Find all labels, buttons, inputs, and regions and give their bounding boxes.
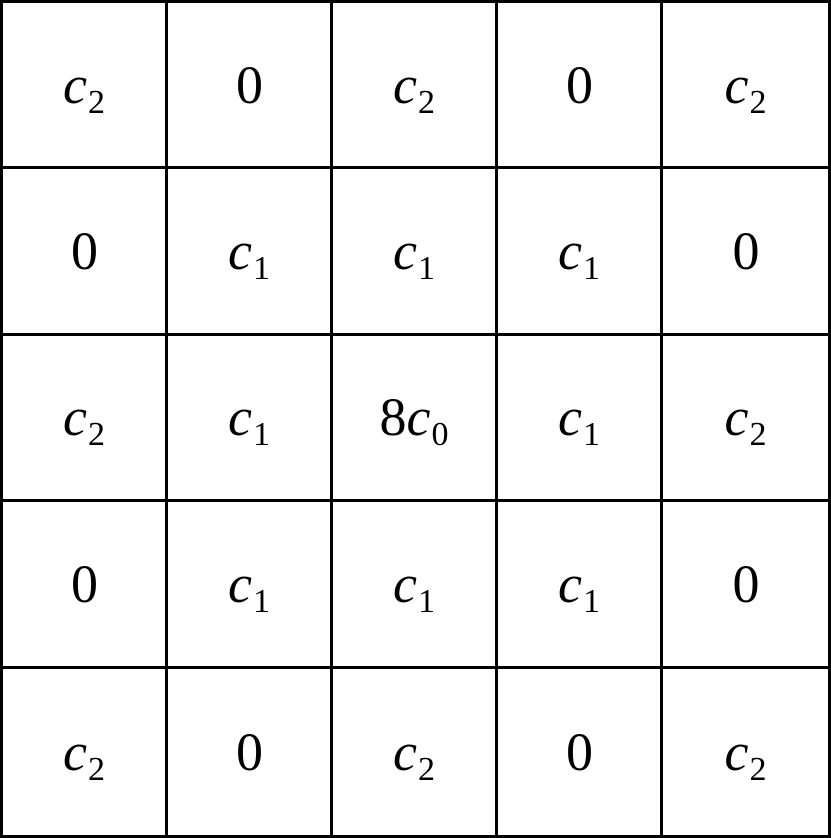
- cell-value: 0: [236, 721, 263, 782]
- grid-cell-r0-c3: [498, 3, 663, 169]
- cell-variable: c: [393, 553, 417, 614]
- grid-cell-r0-c1: [168, 3, 333, 169]
- grid-cell-r1-c4: [663, 169, 828, 335]
- grid-cell-r2-c3: [498, 336, 663, 502]
- cell-subscript: 1: [252, 250, 270, 288]
- grid-cell-r1-c1: [168, 169, 333, 335]
- cell-value: 0: [732, 221, 760, 282]
- grid-cell-r4-c1: [168, 669, 333, 835]
- cell-subscript: 1: [252, 582, 270, 620]
- cell-variable: c: [558, 387, 582, 448]
- cell-expression: [724, 387, 767, 454]
- cell-value: 0: [71, 553, 98, 614]
- grid-cell-r4-c4: [663, 669, 828, 835]
- cell-subscript: 2: [417, 83, 435, 121]
- cell-subscript: 0: [431, 416, 449, 454]
- cell-expression: [228, 387, 270, 454]
- cell-variable: c: [393, 721, 417, 782]
- cell-subscript: 2: [749, 83, 767, 121]
- cell-expression: [732, 553, 760, 614]
- grid-cell-r4-c0: [3, 669, 168, 835]
- grid-cell-r0-c2: [333, 3, 498, 169]
- grid-cell-r4-c3: [498, 669, 663, 835]
- cell-expression: [558, 221, 600, 288]
- cell-coefficient: 8: [379, 387, 407, 448]
- grid-cell-r3-c0: [3, 502, 168, 668]
- cell-subscript: 1: [582, 250, 600, 288]
- cell-variable: c: [63, 54, 87, 115]
- cell-expression: [565, 54, 593, 115]
- cell-value: 0: [732, 553, 760, 614]
- grid-cell-r0-c0: [3, 3, 168, 169]
- cell-expression: [228, 553, 270, 620]
- cell-variable: c: [63, 387, 87, 448]
- cell-value: 0: [566, 721, 593, 782]
- cell-expression: [70, 553, 98, 614]
- cell-variable: c: [558, 553, 582, 614]
- cell-expression: [63, 721, 105, 788]
- cell-subscript: 2: [87, 750, 105, 788]
- cell-expression: [393, 553, 435, 620]
- cell-variable: c: [724, 387, 749, 448]
- cell-value: 0: [566, 54, 593, 115]
- cell-subscript: 1: [252, 416, 270, 454]
- grid-cell-r3-c2: [333, 502, 498, 668]
- cell-variable: c: [63, 721, 87, 782]
- cell-expression: [228, 221, 270, 288]
- cell-expression: [393, 54, 435, 121]
- grid-cell-r1-c0: [3, 169, 168, 335]
- cell-expression: [235, 54, 263, 115]
- cell-subscript: 2: [417, 750, 435, 788]
- grid-cell-r3-c3: [498, 502, 663, 668]
- cell-subscript: 1: [417, 250, 435, 288]
- cell-expression: [235, 721, 263, 782]
- cell-expression: [732, 221, 760, 282]
- cell-subscript: 2: [749, 416, 767, 454]
- cell-expression: [724, 54, 767, 121]
- cell-variable: c: [228, 553, 252, 614]
- cell-subscript: 2: [749, 750, 767, 788]
- grid-cell-r4-c2: [333, 669, 498, 835]
- cell-value: 0: [71, 221, 98, 282]
- cell-variable: c: [724, 54, 749, 115]
- cell-variable: c: [393, 54, 417, 115]
- cell-expression: [724, 721, 767, 788]
- cell-expression: [70, 221, 98, 282]
- cell-expression: [63, 387, 105, 454]
- cell-variable: c: [724, 721, 749, 782]
- cell-variable: c: [406, 387, 431, 448]
- cell-value: 0: [236, 54, 263, 115]
- cell-variable: c: [393, 221, 417, 282]
- cell-subscript: 1: [417, 582, 435, 620]
- cell-expression: [558, 553, 600, 620]
- grid-cell-r2-c4: [663, 336, 828, 502]
- cell-expression: [558, 387, 600, 454]
- cell-subscript: 1: [582, 416, 600, 454]
- grid-cell-r2-c1: [168, 336, 333, 502]
- cell-expression: [63, 54, 105, 121]
- cell-variable: c: [228, 221, 252, 282]
- grid-cell-r3-c1: [168, 502, 333, 668]
- grid-cell-r0-c4: [663, 3, 828, 169]
- cell-subscript: 2: [87, 83, 105, 121]
- cell-expression: [379, 387, 449, 454]
- cell-expression: [393, 221, 435, 288]
- grid-cell-r2-c0: [3, 336, 168, 502]
- cell-expression: [565, 721, 593, 782]
- grid-cell-r3-c4: [663, 502, 828, 668]
- cell-variable: c: [228, 387, 252, 448]
- grid-cell-r1-c2: [333, 169, 498, 335]
- grid-cell-r1-c3: [498, 169, 663, 335]
- cell-expression: [393, 721, 435, 788]
- cell-subscript: 2: [87, 416, 105, 454]
- cell-subscript: 1: [582, 582, 600, 620]
- cell-variable: c: [558, 221, 582, 282]
- grid-cell-r2-c2-center: [333, 336, 498, 502]
